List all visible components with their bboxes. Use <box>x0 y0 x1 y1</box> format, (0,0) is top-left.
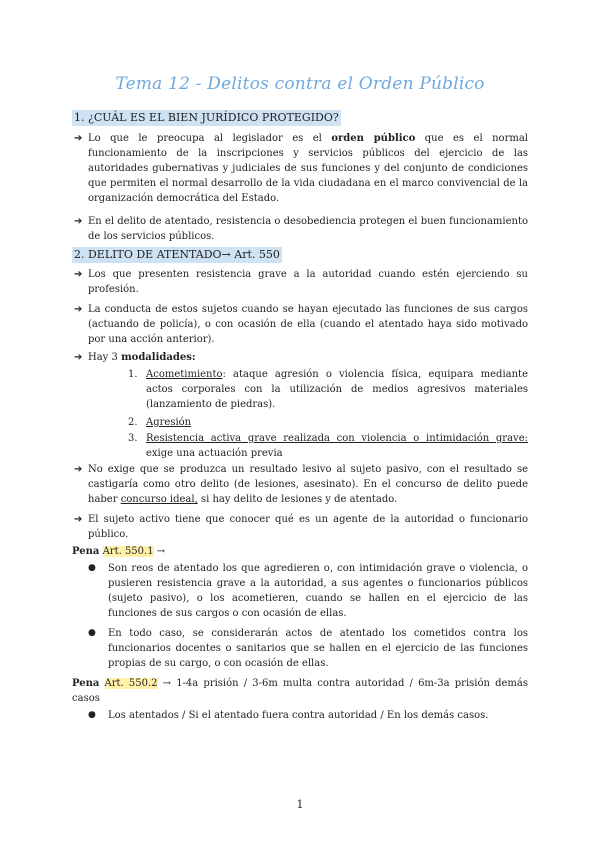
arrow-bullet-icon: ➔ <box>74 133 83 144</box>
arrow-bullet-icon: ➔ <box>74 464 83 475</box>
section-heading-1: 1. ¿CUÁL ES EL BIEN JURÍDICO PROTEGIDO? <box>74 111 339 124</box>
list-item: ➔ No exige que se produzca un resultado lesivo al sujeto pasivo, con el resultado se castigaría como otro delito (de lesiones, asesinato). En el concurso de delito puede haber concurso ideal, si hay delito de lesiones y de atentado. <box>74 464 528 505</box>
arrow-bullet-icon: ➔ <box>74 514 83 525</box>
arrow-bullet-icon: ➔ <box>74 304 83 315</box>
list-item: ● Los atentados / Si el atentado fuera contra autoridad / En los demás casos. <box>88 710 489 721</box>
pena-line-1: Pena Art. 550.1 → <box>72 546 166 557</box>
arrow-bullet-icon: ➔ <box>74 269 83 280</box>
section-heading-2: 2. DELITO DE ATENTADO→ Art. 550 <box>74 248 280 261</box>
list-item: ➔ Hay 3 modalidades: <box>74 352 196 363</box>
numbered-item: 2. Agresión <box>128 417 192 428</box>
list-item: ➔ La conducta de estos sujetos cuando se hayan ejecutado las funciones de sus cargos (actuando de policía), o con ocasión de ella (cuando el atentado haya sido motivado por una acción anterior). <box>74 304 528 345</box>
bullet-dot-icon: ● <box>88 628 96 638</box>
document-title: Tema 12 - Delitos contra el Orden Público <box>115 74 485 94</box>
numbered-item: 1. Acometimiento: ataque agresión o violencia física, equipara mediante actos corporales con la utilización de medios agresivos materiales (lanzamiento de piedras). <box>128 369 528 410</box>
list-item: ● En todo caso, se considerarán actos de atentado los cometidos contra los funcionarios docentes o sanitarios que se hallen en el ejercicio de las funciones propias de su cargo, o con ocasión de ellas. <box>88 628 528 669</box>
numbered-item: 3. Resistencia activa grave realizada con violencia o intimidación grave: exige una actuación previa <box>128 433 528 459</box>
list-item: ➔ Lo que le preocupa al legislador es el orden público que es el normal funcionamiento de la inscripciones y servicios públicos del ejercicio de las autoridades gubernativas y judiciales de sus funciones y del conjunto de condiciones que permiten el normal desarrollo de la vida ciudadana en el marco convivencial de la organización democrática del Estado. <box>74 133 529 204</box>
list-item: ● Son reos de atentado los que agredieren o, con intimidación grave o violencia, o pusieren resistencia grave a la autoridad, a sus agentes o funcionarios públicos (sujeto pasivo), o los acometieren, cuando se hallen en el ejercicio de las funciones de sus cargos o con ocasión de ellas. <box>88 563 528 619</box>
bullet-dot-icon: ● <box>88 710 96 720</box>
arrow-bullet-icon: ➔ <box>74 352 83 363</box>
list-item: ➔ En el delito de atentado, resistencia o desobediencia protegen el buen funcionamiento de los servicios públicos. <box>74 216 528 242</box>
bullet-dot-icon: ● <box>88 563 96 573</box>
page-number: 1 <box>296 798 304 811</box>
arrow-bullet-icon: ➔ <box>74 216 83 227</box>
list-item: ➔ Los que presenten resistencia grave a la autoridad cuando estén ejerciendo su profesión. <box>74 269 528 295</box>
pena-line-2: Pena Art. 550.2 → 1-4a prisión / 3-6m multa contra autoridad / 6m-3a prisión demás casos <box>72 678 528 704</box>
list-item: ➔ El sujeto activo tiene que conocer qué es un agente de la autoridad o funcionario público. <box>74 514 528 540</box>
